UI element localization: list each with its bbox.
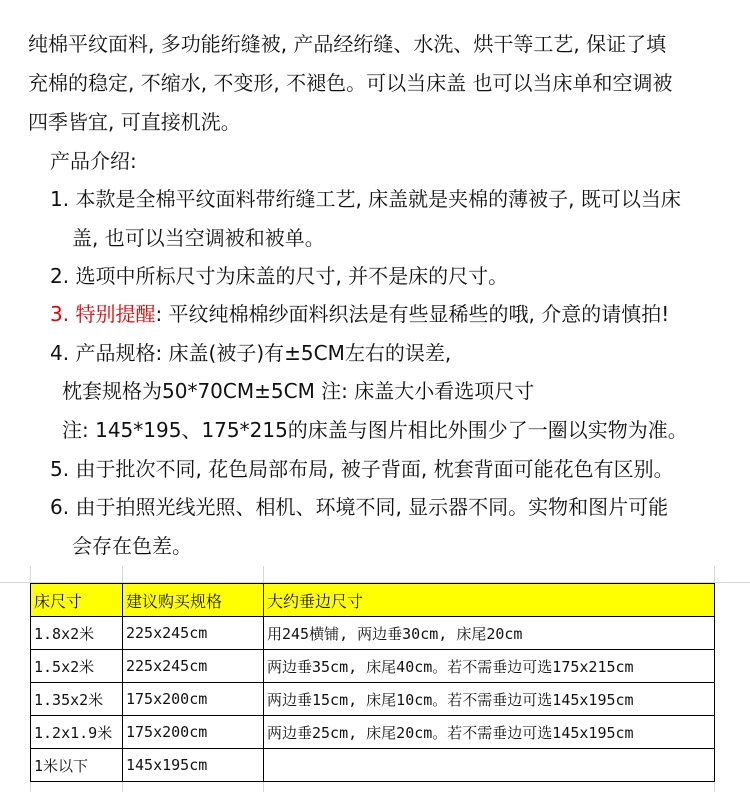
cell-drop-size: 用245横铺, 两边垂30cm, 床尾20cm [264, 617, 715, 650]
table-row [31, 617, 715, 650]
item-text: 由于拍照光线光照、相机、环境不同, 显示器不同。实物和图片可能 [75, 495, 669, 519]
item-number: 4. [50, 341, 70, 365]
list-item-2 [50, 265, 508, 287]
section-title: 产品介绍: [50, 149, 137, 173]
intro-line-3: 四季皆宜, 可直接机洗。 [28, 110, 241, 134]
cell-drop-size: 两边垂35cm, 床尾40cm。若不需垂边可选175x215cm [264, 650, 715, 683]
header-recommended-size: 建议购买规格 [123, 584, 264, 617]
intro-line-2: 充棉的稳定, 不缩水, 不变形, 不褪色。可以当床盖 也可以当床单和空调被 [28, 71, 673, 95]
header-drop-size: 大约垂边尺寸 [264, 584, 715, 617]
header-bed-size: 床尺寸 [31, 584, 123, 617]
cell-bed-size: 1.5x2米 [31, 650, 123, 683]
table-row [31, 650, 715, 683]
table-header-row [31, 584, 715, 617]
item-number: 3. [50, 302, 70, 326]
cell-recommended-size: 225x245cm [123, 650, 264, 683]
cell-recommended-size: 175x200cm [123, 716, 264, 749]
item-text: 由于批次不同, 花色局部布局, 被子背面, 枕套背面可能花色有区别。 [75, 457, 674, 481]
table-row [31, 716, 715, 749]
item-text: 本款是全棉平纹面料带绗缝工艺, 床盖就是夹棉的薄被子, 既可以当床 [75, 187, 681, 211]
cell-drop-size: 两边垂25cm, 床尾20cm。若不需垂边可选145x195cm [264, 716, 715, 749]
cell-recommended-size: 145x195cm [123, 749, 264, 782]
item-number: 2. [50, 264, 70, 288]
table-row [31, 683, 715, 716]
cell-bed-size: 1.35x2米 [31, 683, 123, 716]
cell-drop-size [264, 749, 715, 782]
special-reminder-label: 特别提醒 [75, 302, 156, 326]
size-note: 注: 145*195、175*215的床盖与图片相比外围少了一圈以实物为准。 [62, 418, 688, 442]
item-number: 1. [50, 187, 70, 211]
item-text: 选项中所标尺寸为床盖的尺寸, 并不是床的尺寸。 [75, 264, 509, 288]
list-item-5 [50, 458, 674, 480]
list-item-1-continued: 盖, 也可以当空调被和被单。 [72, 226, 325, 250]
item-text: : 平纹纯棉棉纱面料织法是有些显稀些的哦, 介意的请慎拍! [155, 302, 670, 326]
cell-recommended-size: 175x200cm [123, 683, 264, 716]
cell-recommended-size: 225x245cm [123, 617, 264, 650]
item-number: 5. [50, 457, 70, 481]
list-item-1 [50, 188, 681, 210]
list-item-3 [50, 303, 669, 325]
cell-bed-size: 1米以下 [31, 749, 123, 782]
item-number: 6. [50, 495, 70, 519]
item-text: 产品规格: 床盖(被子)有±5CM左右的误差, [75, 341, 452, 365]
list-item-6 [50, 496, 668, 518]
pillowcase-spec: 枕套规格为50*70CM±5CM 注: 床盖大小看选项尺寸 [62, 379, 535, 403]
table-row [31, 749, 715, 782]
list-item-4 [50, 342, 451, 364]
list-item-6-continued: 会存在色差。 [72, 534, 192, 558]
cell-drop-size: 两边垂15cm, 床尾10cm。若不需垂边可选145x195cm [264, 683, 715, 716]
size-table [30, 583, 715, 782]
cell-bed-size: 1.8x2米 [31, 617, 123, 650]
intro-line-1: 纯棉平纹面料, 多功能绗缝被, 产品经绗缝、水洗、烘干等工艺, 保证了填 [28, 32, 667, 56]
cell-bed-size: 1.2x1.9米 [31, 716, 123, 749]
